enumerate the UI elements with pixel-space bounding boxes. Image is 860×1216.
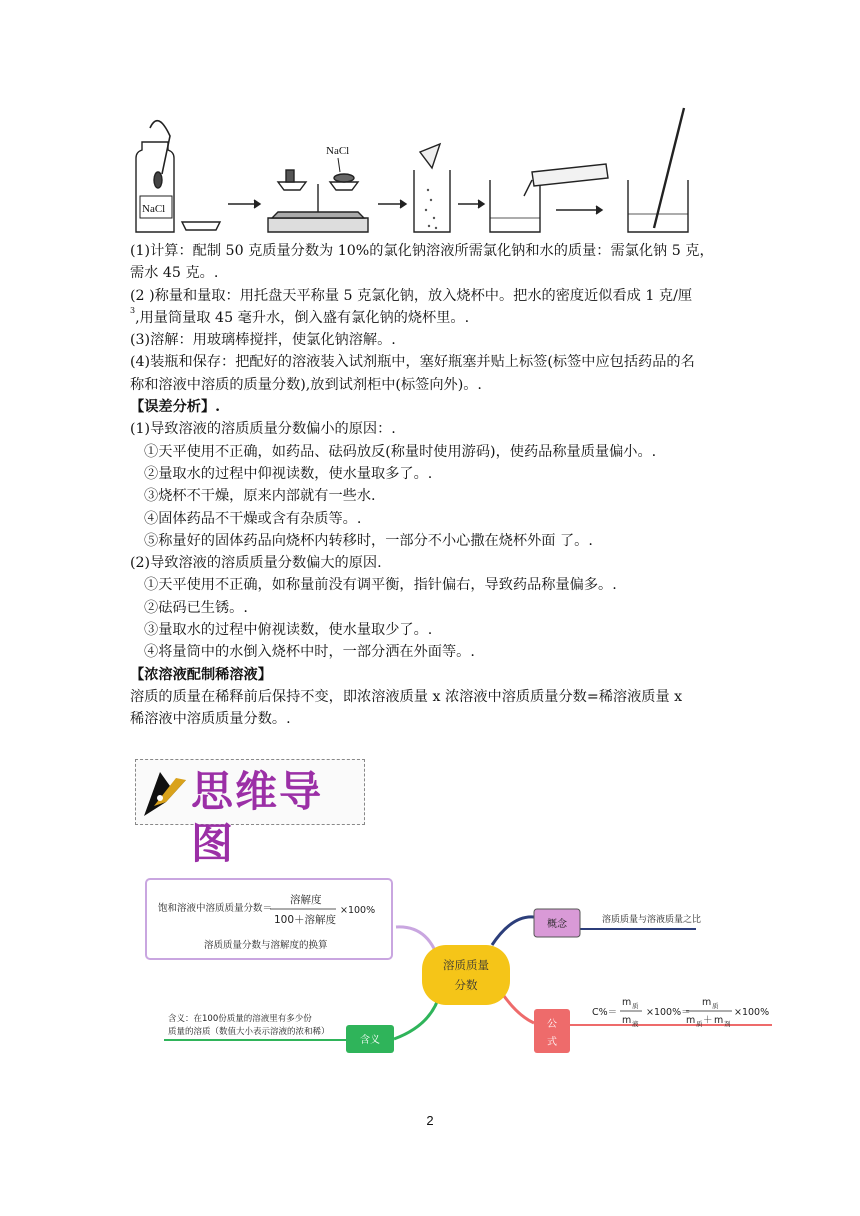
text-line-content: 稀溶液中溶质质量分数。. (130, 711, 291, 728)
cf-m1-sub: 质 (632, 1002, 639, 1010)
text-line-content: ④固体药品不干燥或含有杂质等。. (144, 510, 362, 527)
cf-m4b: m (714, 1015, 724, 1026)
cf-m4b-sub: 剂 (724, 1020, 731, 1028)
center-node (422, 945, 510, 1005)
text-line-content: 【误差分析】. (130, 399, 221, 416)
text-line-content: (1)导致溶液的溶质质量分数偏小的原因：. (130, 421, 396, 438)
text-line (130, 262, 740, 284)
mindmap-banner (135, 759, 365, 868)
text-line (130, 307, 740, 329)
section-heading (130, 664, 740, 686)
text-line-content: (1)计算：配制 50 克质量分数为 10%的氯化钠溶液所需氯化钠和水的质量：需氯化钠 5 克， (130, 243, 714, 259)
text-line (130, 374, 740, 396)
banner-title: 思维导图 (191, 767, 324, 868)
cf-end: ×100% (734, 1007, 770, 1018)
text-line-content: (2 )称量和量取：用托盘天平称量 5 克氯化钠，放入烧杯中。把水的密度近似看成 1 克/厘 (130, 287, 693, 304)
section-heading (130, 396, 740, 418)
cf-m3: m (702, 997, 712, 1008)
text-line-content: ①天平使用不正确，如称量前没有调平衡，指针偏右，导致药品称量偏多。. (144, 577, 617, 594)
text-line (130, 485, 740, 507)
text-line-content: ⑤称量好的固体药品向烧杯内转移时，一部分不小心撒在烧杯外面 了。. (144, 532, 593, 549)
pencil-logo-icon (140, 766, 192, 820)
text-line-content: ,用量筒量取 45 毫升水，倒入盛有氯化钠的烧杯里。. (135, 309, 470, 326)
text-line (130, 552, 740, 574)
concentration-formula (592, 997, 769, 1028)
text-line-content: 【浓溶液配制稀溶液】 (130, 666, 272, 683)
text-line-content: ①天平使用不正确，如药品、砝码放反(称量时使用游码)，使药品称量质量偏小。. (144, 443, 657, 460)
text-line-content: ③量取水的过程中俯视读数，使水量取少了。. (144, 622, 433, 639)
superscript: 3 (130, 305, 136, 315)
meaning-text-1: 含义：在100份质量的溶液里有多少份 (168, 1014, 312, 1024)
balance-label: NaCl (326, 145, 350, 157)
cf-m4a: m (686, 1015, 696, 1026)
text-line-content: 称和溶液中溶质的质量分数),放到试剂柜中(标签向外)。. (130, 376, 482, 393)
text-line-content: 溶质的质量在稀释前后保持不变，即浓溶液质量 x 浓溶液中溶质质量分数=稀溶液质量 x (130, 688, 683, 705)
text-line (130, 530, 740, 552)
text-line (130, 686, 740, 708)
formula-label-1: 公 (547, 1019, 557, 1030)
text-line-content: ③烧杯不干燥，原来内部就有一些水. (144, 488, 376, 505)
formula-left-text: 饱和溶液中溶质质量分数＝ (158, 903, 273, 914)
times-100-text: ×100% (340, 905, 376, 916)
text-line (130, 285, 740, 307)
text-line (130, 441, 740, 463)
text-line (130, 508, 740, 530)
formula-label-2: 式 (547, 1037, 557, 1048)
cf-mid: ×100%＝ (646, 1007, 691, 1018)
concept-label: 概念 (547, 919, 567, 930)
text-line (130, 240, 740, 262)
text-line-content: (2)导致溶液的溶质质量分数偏大的原因. (130, 555, 382, 572)
cf-plus: ＋ (703, 1015, 713, 1026)
meaning-text-2: 质量的溶质（数值大小表示溶液的浓和稀） (168, 1027, 330, 1037)
cf-lhs: C%＝ (592, 1007, 618, 1018)
fraction-denominator: 100＋溶解度 (274, 914, 337, 926)
text-line (130, 351, 740, 373)
conversion-caption: 溶质质量分数与溶解度的换算 (204, 940, 328, 951)
mind-map (140, 865, 780, 1065)
concept-text: 溶质质量与溶液质量之比 (602, 915, 702, 925)
text-line (130, 708, 740, 730)
text-line (130, 597, 740, 619)
text-line (130, 418, 740, 440)
text-line-content: ④将量筒中的水倒入烧杯中时，一部分洒在外面等。. (144, 644, 475, 661)
text-line (130, 619, 740, 641)
page-number: 2 (426, 1113, 434, 1128)
text-line (130, 574, 740, 596)
cf-m4a-sub: 质 (696, 1020, 703, 1028)
center-node-line1: 溶质质量 (443, 958, 489, 972)
cf-m2: m (622, 1015, 632, 1026)
text-line (130, 463, 740, 485)
text-line (130, 641, 740, 663)
fraction-numerator: 溶解度 (290, 894, 322, 906)
text-body (130, 240, 740, 731)
lab-procedure-illustration (128, 100, 728, 240)
cf-m2-sub: 液 (632, 1020, 639, 1028)
text-line-content: ②量取水的过程中仰视读数，使水量取多了。. (144, 465, 433, 482)
text-line-content: ②砝码已生锈。. (144, 599, 248, 616)
cf-m1: m (622, 997, 632, 1008)
text-line (130, 329, 740, 351)
center-node-line2: 分数 (454, 978, 478, 992)
text-line-content: (3)溶解：用玻璃棒搅拌，使氯化钠溶解。. (130, 332, 396, 349)
cf-m3-sub: 质 (712, 1002, 719, 1010)
bottle-label: NaCl (142, 203, 166, 215)
text-line-content: 需水 45 克。. (130, 265, 219, 282)
meaning-label: 含义 (360, 1035, 380, 1046)
text-line-content: (4)装瓶和保存：把配好的溶液装入试剂瓶中，塞好瓶塞并贴上标签(标签中应包括药品的名 (130, 354, 695, 371)
